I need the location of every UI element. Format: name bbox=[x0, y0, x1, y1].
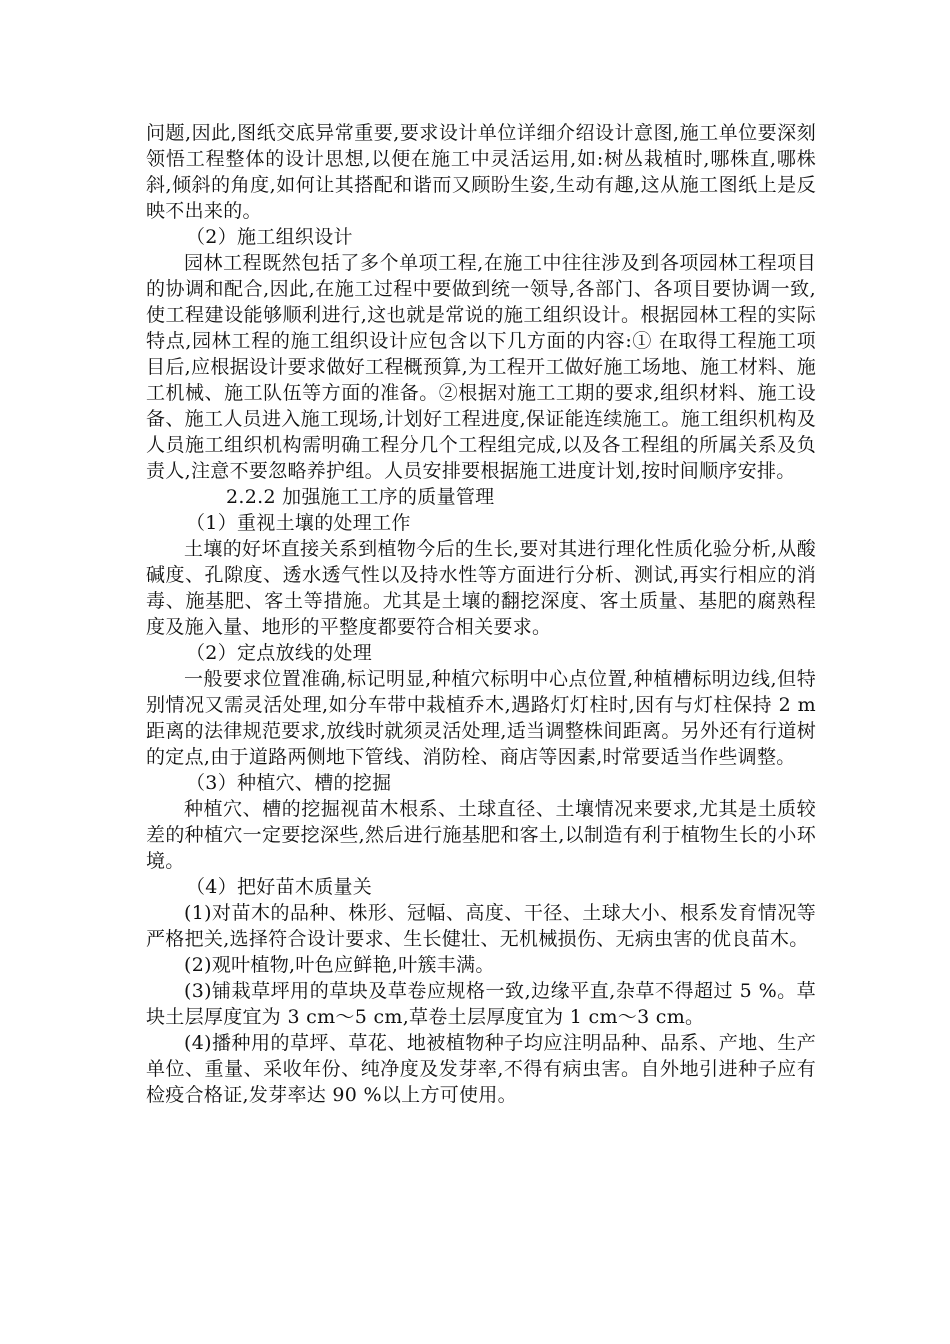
paragraph: 园林工程既然包括了多个单项工程,在施工中往往涉及到各项园林工程项目的协调和配合,因此,在施工过程中要做到统一领导,各部门、各项目要协调一致,使工程建设能够顺利进行,这也就是常说的施工组织设计。根据园林工程的实际特点,园林工程的施工组织设计应包含以下几方面的内容:① 在取得工程施工项目后,应根据设计要求做好工程概预算,为工程开工做好施工场地、施工材料、施工机械、施工队伍等方面的准备。②根据对施工工期的要求,组织材料、施工设备、施工人员进入施工现场,计划好工程进度,保证能连续施工。施工组织机构及人员施工组织机构需明确工程分几个工程组完成,以及各工程组的所属关系及负责人,注意不要忽略养护组。人员安排要根据施工进度计划,按时间顺序安排。 bbox=[146, 252, 816, 482]
paragraph: 一般要求位置准确,标记明显,种植穴标明中心点位置,种植槽标明边线,但特别情况又需灵活处理,如分车带中栽植乔木,遇路灯灯柱时,因有与灯柱保持 2 m距离的法律规范要求,放线时就须灵活处理,适当调整株间距离。另外还有行道树的定点,由于道路两侧地下管线、消防栓、商店等因素,时常要适当作些调整。 bbox=[146, 668, 816, 768]
paragraph: 种植穴、槽的挖掘视苗木根系、土球直径、土壤情况来要求,尤其是土质较差的种植穴一定要挖深些,然后进行施基肥和客土,以制造有利于植物生长的小环境。 bbox=[146, 798, 816, 872]
document-body bbox=[146, 120, 816, 1108]
list-paragraph: (4)播种用的草坪、草花、地被植物种子均应注明品种、品系、产地、生产单位、重量、采收年份、纯净度及发芽率,不得有病虫害。自外地引进种子应有检疫合格证,发芽率达 90 %以上方可使用。 bbox=[146, 1032, 816, 1106]
paragraph: 土壤的好坏直接关系到植物今后的生长,要对其进行理化性质化验分析,从酸碱度、孔隙度、透水透气性以及持水性等方面进行分析、测试,再实行相应的消毒、施基肥、客土等措施。尤其是土壤的翻挖深度、客土质量、基肥的腐熟程度及施入量、地形的平整度都要符合相关要求。 bbox=[146, 538, 816, 638]
subsection-heading: （2）定点放线的处理 bbox=[186, 642, 373, 664]
subsection-heading: （2）施工组织设计 bbox=[186, 226, 353, 248]
subsection-heading: （4）把好苗木质量关 bbox=[186, 876, 373, 898]
subsection-heading: （3）种植穴、槽的挖掘 bbox=[186, 772, 392, 794]
subsection-heading: （1）重视土壤的处理工作 bbox=[186, 512, 411, 534]
list-paragraph: (2)观叶植物,叶色应鲜艳,叶簇丰满。 bbox=[184, 954, 495, 976]
paragraph: 问题,因此,图纸交底异常重要,要求设计单位详细介绍设计意图,施工单位要深刻领悟工程整体的设计思想,以便在施工中灵活运用,如:树丛栽植时,哪株直,哪株斜,倾斜的角度,如何让其搭配和谐而又顾盼生姿,生动有趣,这从施工图纸上是反映不出来的。 bbox=[146, 122, 816, 222]
list-paragraph: (1)对苗木的品种、株形、冠幅、高度、干径、土球大小、根系发育情况等严格把关,选择符合设计要求、生长健壮、无机械损伤、无病虫害的优良苗木。 bbox=[146, 902, 816, 950]
section-heading: 2.2.2 加强施工工序的质量管理 bbox=[226, 486, 495, 508]
list-paragraph: (3)铺栽草坪用的草块及草卷应规格一致,边缘平直,杂草不得超过 5 %。草块土层厚度宜为 3 cm～5 cm,草卷土层厚度宜为 1 cm～3 cm。 bbox=[146, 980, 816, 1028]
